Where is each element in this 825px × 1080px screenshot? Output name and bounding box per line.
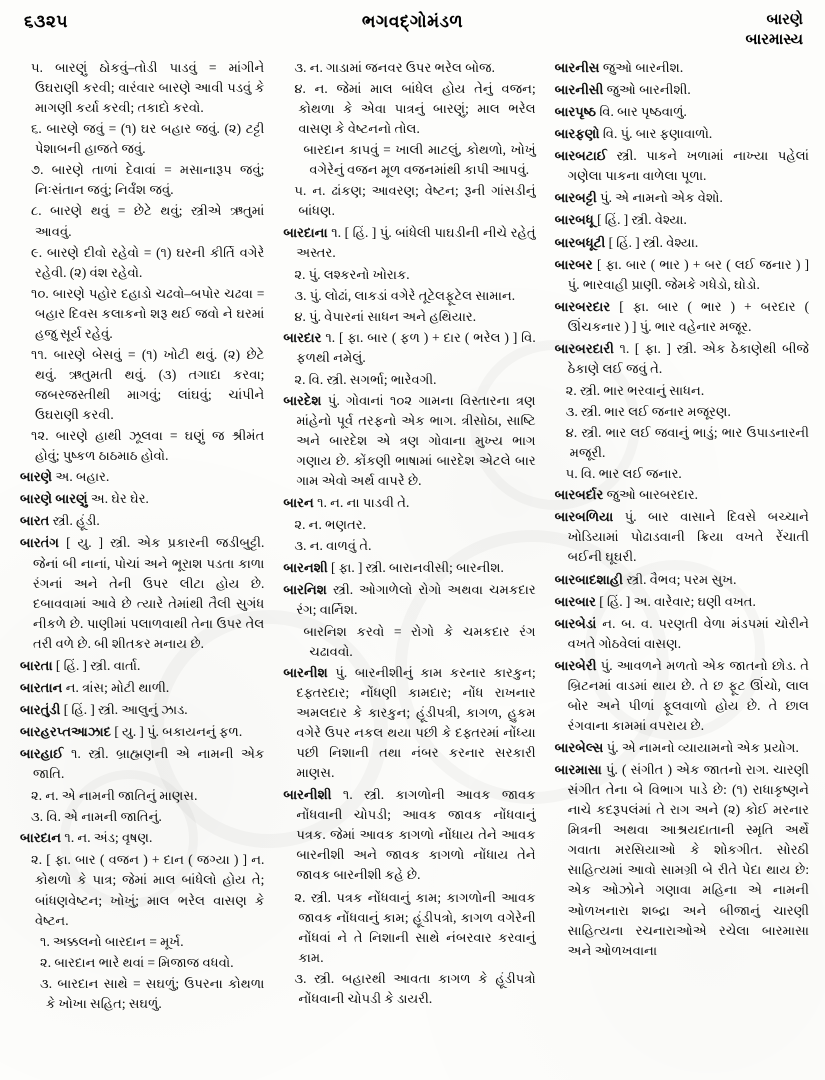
dictionary-entry — [555, 210, 809, 230]
column-container — [0, 58, 825, 1070]
entry-definition: [ હિં. ] સ્ત્રી. વેશ્યા. — [605, 234, 699, 250]
dictionary-entry — [555, 656, 809, 736]
entry-sense: ૩. સ્ત્રી. બહારથી આવતા કાગળ કે હૂંડીપત્રો નોંધવાની ચોપડી કે ડાયરી. — [294, 970, 536, 1006]
page-header — [0, 10, 825, 56]
entry-sense: ૫. વિ. ભાર લઈ જનાર. — [565, 466, 682, 482]
dictionary-entry — [555, 507, 809, 567]
entry-definition: પું. એ નામનો એક વેશો. — [596, 190, 723, 206]
entry-sense: ૨. [ ફા. બાર ( વજન ) + દાન ( જગ્યા ) ] ન. કોથળો કે પાત્ર; જેમાં માલ બાંધેલો હોય તે; બાંધણવેષ્ટન; ખોખું; માલ ભરેલ વાસણ કે વેષ્ટન. — [31, 852, 265, 928]
folio-number: ૬૩૨૫ — [24, 12, 68, 31]
dictionary-entry — [555, 738, 809, 758]
dictionary-entry — [283, 558, 535, 578]
entry-headword: બારનશી — [283, 559, 328, 575]
entry-sense: ૩. વિ. એ નામની જાતિનું. — [31, 809, 162, 825]
entry-definition: [ હિં. ] સ્ત્રી. વેશ્યા. — [593, 212, 687, 228]
entry-definition: ન. બ. વ. પરણતી વેળા મંડપમાં ચોરીને વખતે ગોઠવેલાં વાસણ. — [567, 615, 809, 651]
entry-idiom: ૩. બારદાન સાથે = સઘળું; ઉપરના કોથળા કે ખોખા સહિત; સઘળું. — [40, 975, 265, 1011]
dictionary-entry — [555, 760, 809, 961]
entry-definition: ૧. ન. ના પાડવી તે. — [313, 495, 410, 511]
dictionary-entry — [283, 493, 535, 513]
text-column-1 — [0, 58, 273, 1070]
entry-sense: ૨. ન. ભણતર. — [294, 517, 367, 533]
running-heads — [746, 10, 803, 51]
entry-headword: બારનિશ — [283, 581, 327, 597]
entry-definition: જુઓ બારબરદાર. — [603, 487, 698, 503]
running-head-last: બારમાસ્ય — [745, 32, 803, 49]
entry-headword: બારબાદશાહી — [554, 571, 624, 587]
entry-definition: પું. બારનીશીનું કામ કરનાર કારકુન; દફ્તરદાર; નોંધણી કામદાર; નોંધ રાખનાર અમલદાર કે કારકુન; હૂંડીપત્રી, કાગળ, હુકમ વગેરે ઉપર નકલ થયા પછી કે દફ્તરમાં નોંધ્યા પછી નિશાની તથા નંબર કરનાર સરકારી માણસ. — [296, 664, 536, 781]
entry-headword: બારદાના — [283, 224, 328, 240]
entry-headword: બારન — [283, 495, 314, 511]
dictionary-entry — [555, 80, 809, 100]
entry-definition: અ. બહાર. — [52, 469, 110, 485]
dictionary-entry — [555, 188, 809, 208]
entry-headword: બારબર — [554, 256, 593, 272]
entry-headword: બારબાર — [554, 593, 596, 609]
dictionary-entry — [283, 328, 535, 368]
dictionary-entry — [283, 223, 535, 263]
dictionary-entry — [555, 570, 809, 590]
entry-sense: ૯. બારણે દીવો રહેવો = (૧) ઘરની કીર્તિ વગેરે રહેવી. (૨) વંશ રહેવો. — [31, 244, 265, 280]
dictionary-entry — [20, 656, 264, 676]
entry-idiom: બારનિશ કરવો = રોગો કે ચમકદાર રંગ ચઢાવવો. — [303, 623, 536, 659]
entry-headword: બારબરદાર — [554, 298, 611, 314]
entry-definition: જુઓ બારનીશ. — [599, 60, 684, 75]
dictionary-entry — [555, 102, 809, 122]
entry-headword: બારત — [20, 513, 50, 529]
entry-definition: [ હિં. ] અ. વારેવાર; ઘણી વખત. — [595, 593, 756, 609]
entry-sense: ૪. સ્ત્રી. ભાર લઈ જવાનું ભાડું; ભાર ઉપાડનારની મજૂરી. — [565, 425, 809, 461]
entry-sense: ૨. ન. એ નામની જાતિનું માણસ. — [31, 788, 198, 804]
entry-sense: ૪. ન. જેમાં માલ બાંધેલ હોય તેનું વજન; કોથળા કે એવા પાત્રનું બારણું; માલ ભરેલ વાસણ કે વેષ્ટનનો તોલ. — [294, 81, 536, 137]
entry-headword: બારણે — [20, 469, 53, 485]
entry-headword: બારબધૂ — [554, 212, 594, 228]
entry-sense: ૨. સ્ત્રી. ભાર ભરવાનું સાધન. — [565, 382, 705, 398]
entry-definition: [ હિં. ] સ્ત્રી. વાર્તા. — [52, 657, 141, 673]
running-head-first: બારણે — [766, 12, 803, 28]
entry-headword: બારપૃષ્ઠ — [554, 104, 597, 120]
entry-definition: અ. ઘેર ઘેર. — [87, 491, 149, 507]
dictionary-entry — [20, 467, 264, 487]
entry-definition: [ યુ. ] પું. બકાયનનું ફળ. — [111, 724, 243, 739]
entry-headword: બારબર્દાર — [554, 487, 604, 503]
entry-sense: ૩. સ્ત્રી. ભાર લઈ જનાર મજૂરણ. — [565, 404, 731, 419]
dictionary-entry — [555, 297, 809, 337]
entry-sense: ૧૨. બારણે હાથી ઝૂલવા = ઘણું જ શ્રીમંત હોવું; પુષ્કળ ઠાઠમાઠ હોવો. — [31, 428, 265, 464]
entry-definition: પું. આવળને મળતો એક જાતનો છોડ. તે બ્રિટનમાં વાડમાં થાય છે. તે છ ફૂટ ઊંચો, લાલ બોર અને પીળાં ફૂલવાળો હોય છે. તે છાલ રંગવાના કામમાં વપરાય છે. — [567, 657, 809, 733]
entry-definition: પું. એ નામનો વ્યાયામનો એક પ્રયોગ. — [603, 740, 799, 755]
entry-sense: ૧૦. બારણે પહોર દહાડો ચઢવો–બપોર ચઢવા = બહાર દિવસ કલાકનો શરૂ થઈ જવો ને ઘરમાં હજુ સૂર્ય રહેવું. — [31, 285, 265, 341]
entry-sense: ૩. ન. વાળવું તે. — [294, 538, 372, 554]
dictionary-entry — [555, 255, 809, 295]
entry-sense: ૩. ન. ગાડામાં જનવર ઉપર ભરેલ બોજ. — [294, 60, 495, 75]
entry-headword: બારબટ્ટી — [554, 190, 597, 206]
entry-headword: બારદેશ — [283, 393, 322, 408]
entry-headword: બારતાન — [20, 679, 63, 695]
dictionary-entry — [283, 391, 535, 491]
entry-sense: ૪. પું. વેપારનાં સાધન અને હથિયાર. — [294, 308, 477, 324]
dictionary-entry — [20, 678, 264, 698]
entry-headword: બારદાર — [283, 329, 322, 345]
entry-sense: ૮. બારણે થવું = છેટે થવું; સ્ત્રીએ ઋતુમાં આવવું. — [31, 203, 265, 239]
entry-headword: બારતા — [20, 657, 53, 673]
dictionary-entry — [555, 592, 809, 612]
entry-headword: બારબળિયા — [554, 509, 614, 525]
entry-headword: બારહરપ્તઆઝાદ — [20, 724, 112, 739]
dictionary-entry — [20, 722, 264, 742]
entry-headword: બારદાન — [20, 830, 62, 846]
entry-headword: બારતુંડી — [20, 701, 61, 717]
dictionary-entry — [20, 533, 264, 653]
dictionary-entry — [20, 511, 264, 531]
entry-definition: વિ. પું. બાર ફણાવાળો. — [599, 126, 713, 142]
entry-definition: ૧. [ હિં. ] પું. બાંધેલી પાઘડીની નીચે રહેતું અસ્તર. — [296, 224, 536, 260]
entry-sense: ૩. પું. લોઢાં, લાકડાં વગેરે તૂટેલફૂટેલ સામાન. — [294, 287, 516, 303]
entry-headword: બારનીસી — [554, 82, 604, 98]
entry-definition: [ યુ. ] સ્ત્રી. એક પ્રકારની જડીબુટ્ટી. જેનાં બી નાનાં, પોચાં અને ભૂરાશ પડતા કાળા રંગનાં અને તેની ઉપર લીટા હોય છે. દબાવવામાં આવે છે ત્યારે તેમાંથી તૈલી સુગંધ નીકળે છે. પાણીમાં પલાળવાથી તેના ઉપર તેલ તરી વળે છે. બી શીતકર મનાય છે. — [33, 535, 265, 651]
entry-definition: [ હિં. ] સ્ત્રી. આલુનું ઝાડ. — [60, 701, 188, 717]
entry-headword: બારબધૂટી — [554, 234, 606, 250]
entry-headword: બારમાસા — [554, 762, 602, 778]
entry-sense: ૨. પું. લશ્કરનો ખોરાક. — [294, 266, 410, 282]
text-column-2 — [274, 58, 544, 1070]
entry-definition: ૧. [ ફા. બાર ( ફળ ) + દાર ( ભરેલ ) ] વિ. ફળથી નમેલું. — [296, 329, 536, 365]
dictionary-entry — [555, 485, 809, 505]
entry-definition: વિ. બાર પૃષ્ઠવાળું. — [596, 104, 687, 120]
book-title: ભગવદ્ગોમંડળ — [361, 12, 464, 31]
entry-definition: [ ફા. બાર ( ભાર ) + બરદાર ( ઊંચકનાર ) ] પું. ભાર વહેનાર મજૂર. — [567, 298, 809, 334]
entry-definition: સ્ત્રી. પાકને ખળામાં નાખ્યા પહેલાં ગણેલા પાકના વાળેલા પૂળા. — [567, 148, 809, 184]
entry-sense: ૨. વિ. સ્ત્રી. સગર્ભા; ભારેવગી. — [294, 371, 437, 387]
dictionary-entry — [555, 339, 809, 379]
entry-definition: પું. બાર વાસાને દિવસે બચ્ચાને ખોડિયામાં પોઢાડવાની ક્રિયા વખતે રેંચાતી બઈની ઘૂઘરી. — [567, 509, 809, 565]
dictionary-entry — [555, 614, 809, 654]
entry-definition: સ્ત્રી. ઓગાળેલો રોગો અથવા ચમકદાર રંગ; વાર્નિશ. — [296, 581, 536, 617]
entry-sense: ૨. સ્ત્રી. પત્રક નોંધવાનું કામ; કાગળોની આવક જાવક નોંધવાનું કામ; હૂંડીપત્રો, કાગળ વગેરેની નોંધવાં ને તે નિશાની સાથે નંબરવાર કરવાનું કામ. — [294, 889, 536, 965]
entry-definition: ૧. સ્ત્રી. કાગળોની આવક જાવક નોંધવાની ચોપડી; આવક જાવક નોંધવાનું પત્રક. જેમાં આવક કાગળો નોંધાય તેને આવક બારનીશી અને જાવક કાગળો નોંધાય તેને જાવક બારનીશી કહે છે. — [296, 787, 536, 883]
dictionary-entry — [20, 489, 264, 509]
dictionary-entry — [20, 744, 264, 784]
entry-definition: ૧. સ્ત્રી. બ્રાહ્મણની એ નામની એક જાતિ. — [33, 746, 265, 782]
entry-sense: ૫. બારણું ઠોકવું–તોડી પાડવું = માંગીને ઉઘરાણી કરવી; વારંવાર બારણે આવી પડવું કે માગણી કર્યા કરવી; તકાદો કરવો. — [31, 60, 265, 116]
dictionary-entry — [555, 146, 809, 186]
entry-headword: બારફણો — [554, 126, 600, 142]
entry-sense: ૫. ન. ઢાંકણ; આવરણ; વેષ્ટન; રૂની ગાંસડીનું બાંધણ. — [294, 183, 536, 219]
entry-definition: સ્ત્રી. વૈભવ; પરમ સુખ. — [623, 571, 737, 587]
entry-headword: બારનીશી — [283, 787, 332, 803]
entry-sense: ૭. બારણે તાળાં દેવાવાં = મસાનારૂપ જવું; નિઃસંતાન જવું; નિર્વંશ જવું. — [31, 162, 265, 198]
entry-sense: ૬. બારણે જવું = (૧) ઘર બહાર જવું. (૨) ટટ્ટી પેશાબની હાજતે જવું. — [31, 121, 265, 157]
entry-headword: બારબરદારી — [554, 340, 614, 356]
entry-idiom: ૨. બારદાન ભારે થવાં = મિજાજ વધવો. — [40, 954, 234, 970]
entry-headword: બારનીસ — [554, 60, 600, 75]
dictionary-entry — [283, 580, 535, 620]
entry-headword: બારનીશ — [283, 664, 328, 680]
entry-definition: પું. ગોવાનાં ૧૦૨ ગામના વિસ્તારના ત્રણ માંહેનો પૂર્વ તરફનો એક ભાગ. ત્રીસોઠા, સાષ્ટિ અને બારદેશ એ ત્રણ ગોવાના મુખ્ય ભાગ ગણાય છે. કોંકણી ભાષામાં બારદેશ એટલે બાર ગામ એવો અર્થ વાપરે છે. — [296, 393, 536, 489]
entry-headword: બારબેડાં — [554, 615, 597, 631]
entry-headword: બારબેલ્સ — [554, 740, 604, 755]
entry-definition: જુઓ બારનીશી. — [603, 82, 691, 98]
entry-idiom: ૧. અક્કલનો બારદાન = મૂર્ખ. — [40, 933, 184, 949]
dictionary-entry — [555, 233, 809, 253]
entry-definition: [ ફા. ] સ્ત્રી. બારાનવીસી; બારનીશ. — [327, 559, 504, 575]
entry-headword: બારતંગ — [20, 535, 60, 551]
dictionary-entry — [20, 700, 264, 720]
entry-definition: ૧. [ ફા. ] સ્ત્રી. એક ઠેકાણેથી બીજે ઠેકાણે લઈ જવું તે. — [567, 340, 809, 376]
entry-headword: બારબેરી — [554, 657, 597, 673]
entry-idiom: બારદાન કાપવું = ખાલી માટલું, કોથળો, ખોખું વગેરેનું વજન મૂળ વજનમાંથી કાપી આપવું. — [303, 142, 536, 178]
entry-definition: ૧. ન. અંડ; વૃષણ. — [61, 830, 153, 846]
text-column-3 — [546, 58, 825, 1070]
entry-definition: [ ફા. બાર ( ભાર ) + બર ( લઈ જનાર ) ] પું. ભારવાહી પ્રાણી. જેમકે ગધેડો, ઘોડો. — [567, 256, 809, 292]
dictionary-entry — [283, 785, 535, 885]
entry-definition: પું. ( સંગીત ) એક જાતનો રાગ. ચારણી સંગીત તેના બે વિભાગ પાડે છે: (૧) રાધાકૃષ્ણને નાચે કદરૂપલંમાં તે રાગ અને (૨) કોઈ મરનાર મિત્રની અથવા આશ્રયદાતાની સ્મૃતિ અર્થે ગવાતા મરસિયાઓ કે શોકગીત. સોરઠી સાહિત્યમાં આવો સામગ્રી બે રીતે પેદા થાય છે: એક ઓઝોને ગણાવા મહિના એ નામની ઓળખનારા શબ્દ્રા અને બીજાનું ચારણી સાહિત્યના રચનારાઓએ રચેલા બારમાસા અને ઓળખવાના — [567, 762, 809, 958]
dictionary-entry — [20, 828, 264, 848]
entry-headword: બારણે બારણું — [20, 491, 88, 507]
dictionary-entry — [555, 124, 809, 144]
entry-headword: બારબટાઈ — [554, 148, 607, 164]
entry-sense: ૧૧. બારણે બેસવું = (૧) ખોટી થવું. (૨) છેટે થવું. ઋતુમતી થવું. (૩) તગાદા કરવા; જબરજસ્તીથી માગવું; લાંઘવું; ચાંપીને ઉઘરાણી કરવી. — [31, 346, 265, 423]
entry-headword: બારહાઈ — [20, 746, 64, 762]
dictionary-entry — [283, 663, 535, 783]
entry-definition: ન. ત્રાંસ; મોટી થાળી. — [62, 679, 170, 695]
entry-definition: સ્ત્રી. હૂંડી. — [49, 513, 100, 529]
dictionary-entry — [555, 58, 809, 78]
